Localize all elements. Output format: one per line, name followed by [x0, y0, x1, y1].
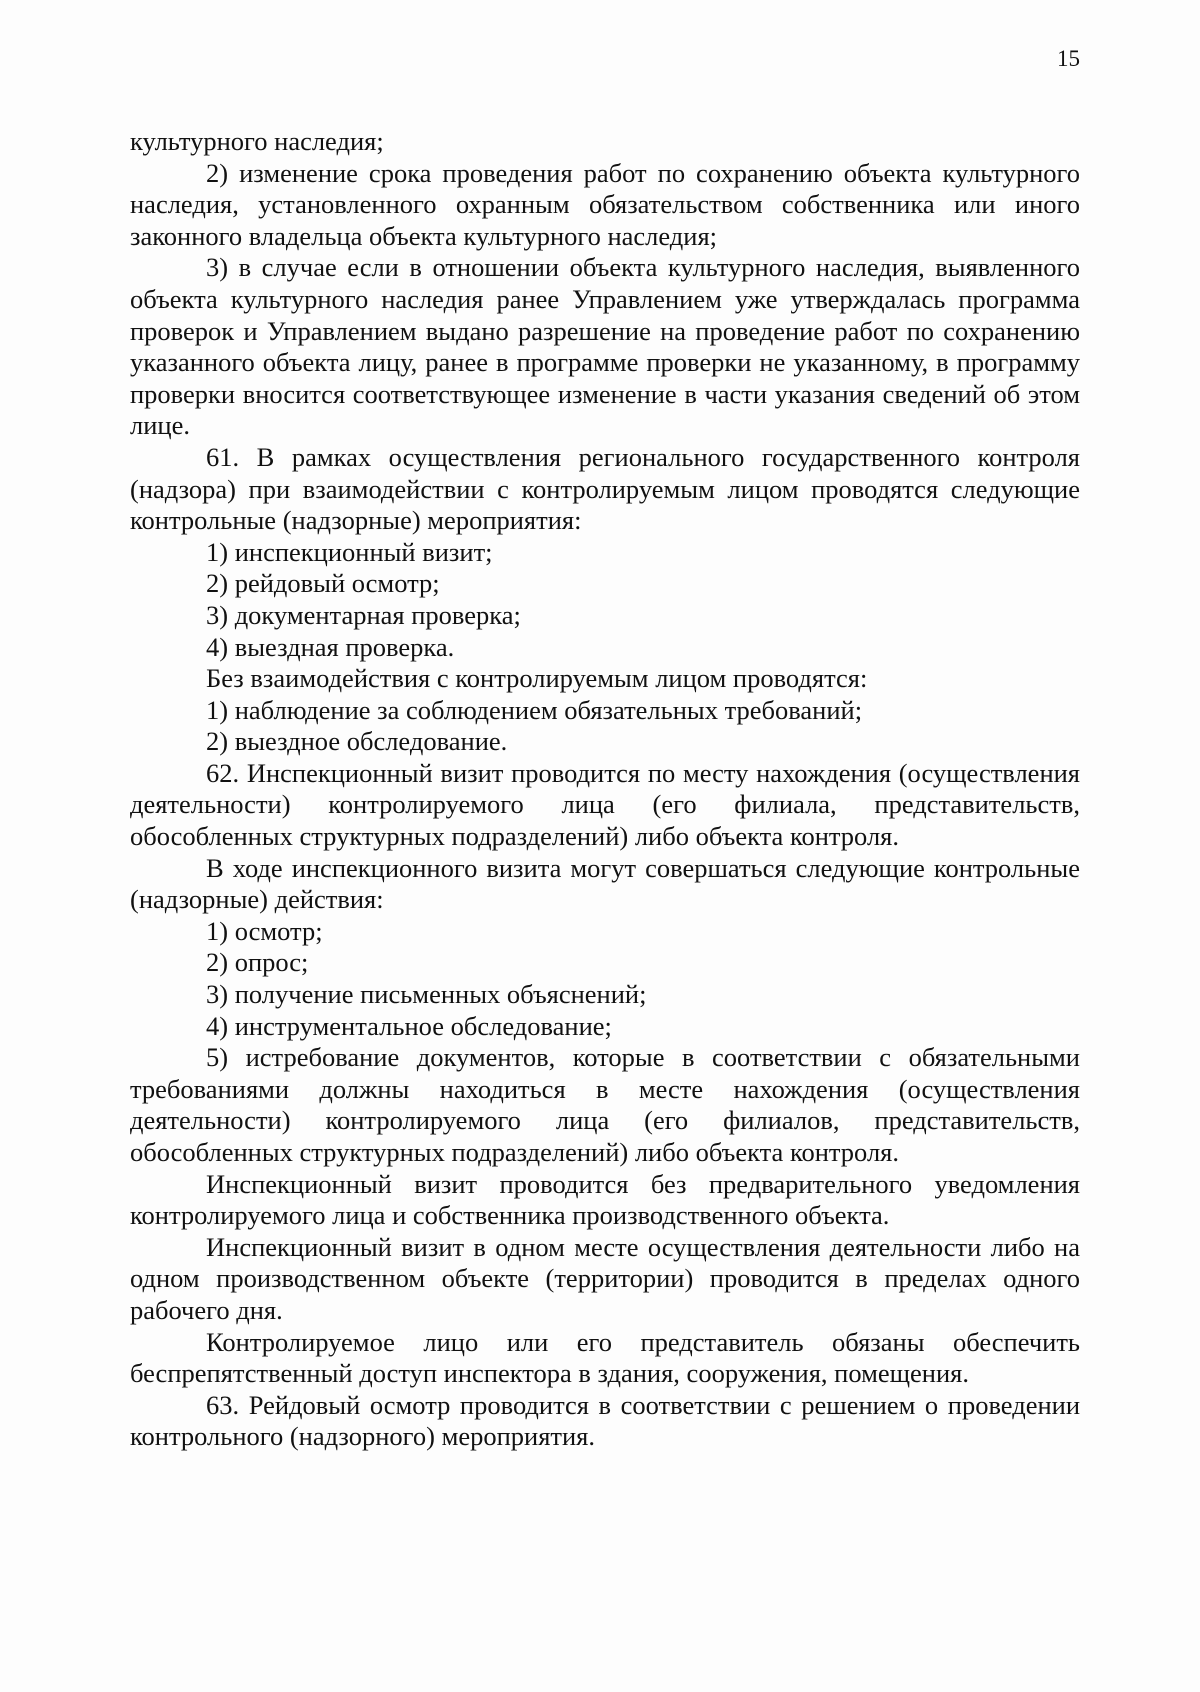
list-item: 2) выездное обследование. [206, 726, 508, 757]
list-item: 4) выездная проверка. [206, 631, 455, 662]
list-item: 3) получение письменных объяснений; [206, 979, 647, 1010]
paragraph: 61. В рамках осуществления регионального государственного контроля (надзора) при взаимодействии с контролируемым лицом проводятся следующие контрольные (надзорные) мероприятия: [130, 441, 1080, 536]
paragraph: Инспекционный визит в одном месте осуществления деятельности либо на одном производственном объекте (территории) проводится в пределах одного рабочего дня. [130, 1231, 1080, 1325]
paragraph: Инспекционный визит проводится без предварительного уведомления контролируемого лица и собственника производственного объекта. [130, 1168, 1080, 1231]
list-item: 4) инструментальное обследование; [206, 1010, 612, 1041]
paragraph: 62. Инспекционный визит проводится по месту нахождения (осуществления деятельности) контролируемого лица (его филиала, представительств, обособленных структурных подразделений) либо объекта контроля. [130, 757, 1080, 852]
paragraph: В ходе инспекционного визита могут совершаться следующие контрольные (надзорные) действия: [130, 852, 1080, 915]
list-item: 1) инспекционный визит; [206, 536, 493, 567]
list-item: 5) истребование документов, которые в соответствии с обязательными требованиями должны находиться в месте нахождения (осуществления деятельности) контролируемого лица (его филиалов, представительств, обособленных структурных подразделений) либо объекта контроля. [130, 1042, 1080, 1167]
document-body [130, 126, 1080, 1453]
list-item: 1) наблюдение за соблюдением обязательных требований; [206, 694, 863, 725]
paragraph: культурного наследия; [130, 126, 384, 156]
paragraph: 3) в случае если в отношении объекта культурного наследия, выявленного объекта культурного наследия ранее Управлением уже утверждалась программа проверок и Управлением выдано разрешение на проведение работ по сохранению указанного объекта лицу, ранее в программе проверки не указанному, в программу проверки вносится соответствующее изменение в части указания сведений об этом лице. [130, 252, 1080, 441]
list-item: 2) опрос; [206, 947, 309, 978]
paragraph: Без взаимодействия с контролируемым лицом проводятся: [206, 663, 868, 694]
paragraph: 2) изменение срока проведения работ по сохранению объекта культурного наследия, установленного охранным обязательством собственника или иного законного владельца объекта культурного наследия; [130, 157, 1080, 251]
page-number: 15 [1057, 46, 1080, 71]
paragraph: Контролируемое лицо или его представитель обязаны обеспечить беспрепятственный доступ инспектора в здания, сооружения, помещения. [130, 1326, 1080, 1389]
list-item: 3) документарная проверка; [206, 599, 521, 630]
list-item: 2) рейдовый осмотр; [206, 568, 440, 599]
paragraph: 63. Рейдовый осмотр проводится в соответствии с решением о проведении контрольного (надзорного) мероприятия. [130, 1389, 1080, 1452]
list-item: 1) осмотр; [206, 915, 323, 946]
